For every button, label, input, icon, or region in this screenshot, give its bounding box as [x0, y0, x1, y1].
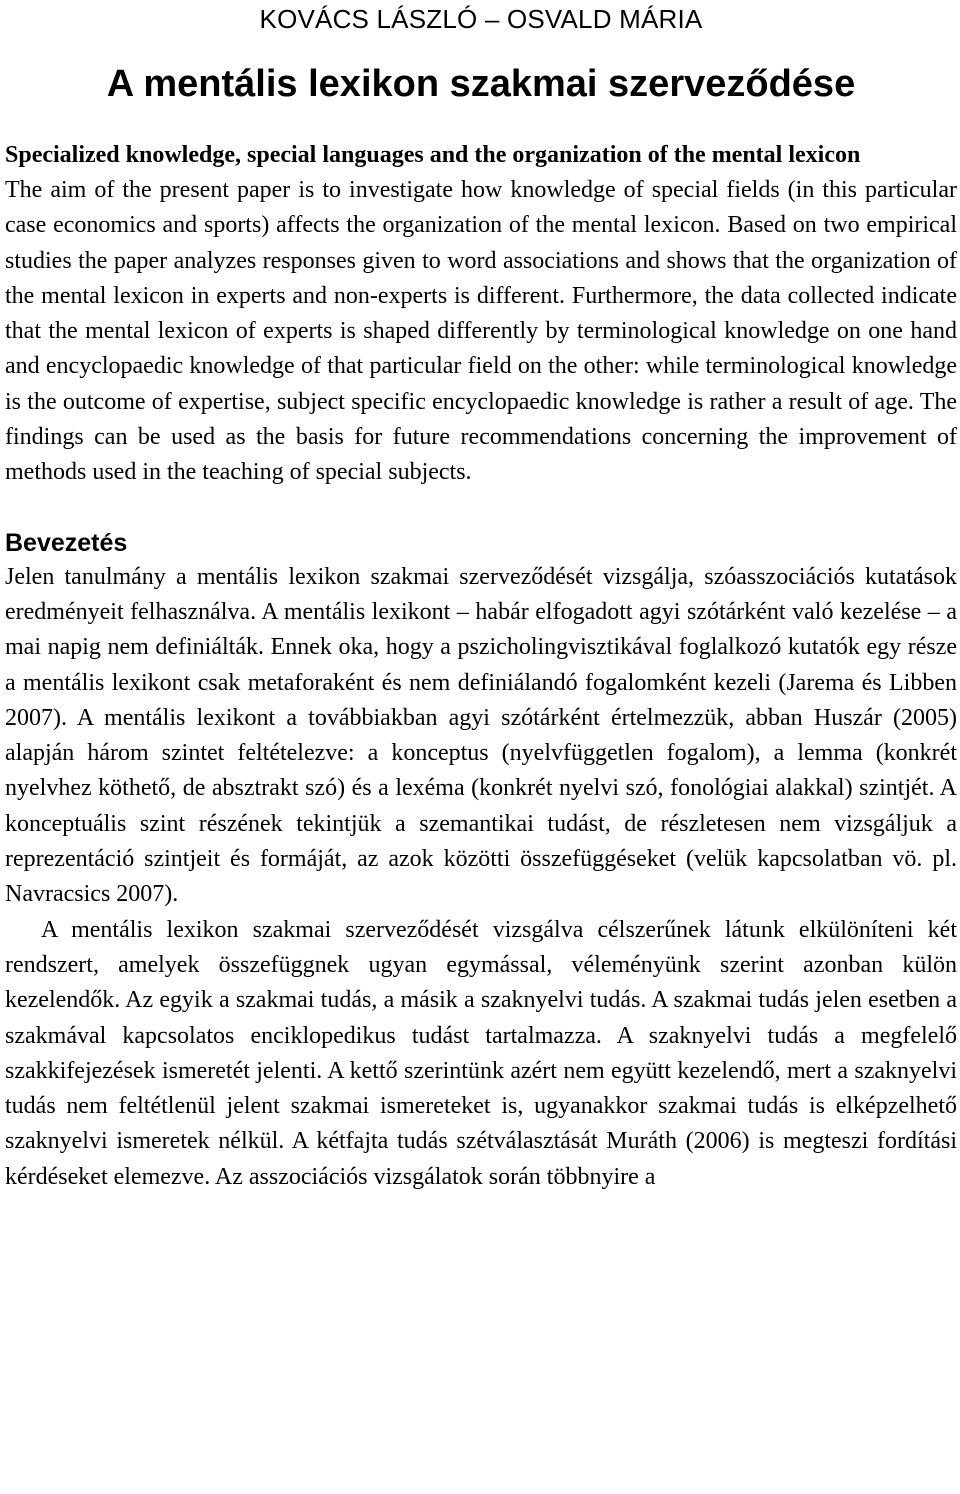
- paper-page: [5, 0, 957, 1195]
- intro-paragraph-2: A mentális lexikon szakmai szerveződését vizsgálva célszerűnek látunk elkülöníteni két rendszert, amelyek összefüggnek ugyan egymással, véleményünk szerint azonban külön kezelendők. Az egyik a szakmai tudás, a másik a szaknyelvi tudás. A szakmai tudás jelen esetben a szakmával kapcsolatos enciklopedikus tudást tartalmazza. A szaknyelvi tudás a megfelelő szakkifejezések ismeretét jelenti. A kettő szerintünk azért nem együtt kezelendő, mert a szaknyelvi tudás nem feltétlenül jelent szakmai ismereteket is, ugyanakkor szakmai tudás is elképzelhető szaknyelvi ismeretek nélkül. A kétfajta tudás szétválasztását Muráth (2006) is megteszi fordítási kérdéseket elemezve. Az asszociációs vizsgálatok során többnyire a: [5, 916, 957, 1190]
- intro-paragraph-1: Jelen tanulmány a mentális lexikon szakmai szerveződését vizsgálja, szóasszociációs kutatások eredményeit felhasználva. A mentális lexikont – habár elfogadott agyi szótárként való kezelése – a mai napig nem definiálták. Ennek oka, hogy a pszicholingvisztikával foglalkozó kutatók egy része a mentális lexikont csak metaforaként és nem definiálandó fogalomként kezeli (Jarema és Libben 2007). A mentális lexikont a továbbiakban agyi szótárként értelmezzük, abban Huszár (2005) alapján három szintet feltételezve: a konceptus (nyelvfüggetlen fogalom), a lemma (konkrét nyelvhez köthető, de absztrakt szó) és a lexéma (konkrét nyelvi szó, fonológiai alakkal) szintjét. A konceptuális szint részének tekintjük a szemantikai tudást, de részletesen nem vizsgáljuk a reprezentáció szintjeit és formáját, az azok közötti összefüggéseket (velük kapcsolatban vö. pl. Navracsics 2007).: [5, 563, 957, 908]
- author-line: KOVÁCS LÁSZLÓ – OSVALD MÁRIA: [259, 4, 703, 34]
- abstract-text: The aim of the present paper is to investigate how knowledge of special fields (in this particular case economics and sports) affects the organization of the mental lexicon. Based on two empirical studies the paper analyzes responses given to word associations and shows that the organization of the mental lexicon in experts and non-experts is different. Furthermore, the data collected indicate that the mental lexicon of experts is shaped differently by terminological knowledge on one hand and encyclopaedic knowledge of that particular field on the other: while terminological knowledge is the outcome of expertise, subject specific encyclopaedic knowledge is rather a result of age. The findings can be used as the basis for future recommendations concerning the improvement of methods used in the teaching of special subjects.: [5, 177, 957, 486]
- section-heading-intro: Bevezetés: [5, 528, 128, 557]
- paper-title: A mentális lexikon szakmai szerveződése: [106, 63, 856, 105]
- abstract-title: Specialized knowledge, special languages and the organization of the mental lexicon: [5, 142, 861, 168]
